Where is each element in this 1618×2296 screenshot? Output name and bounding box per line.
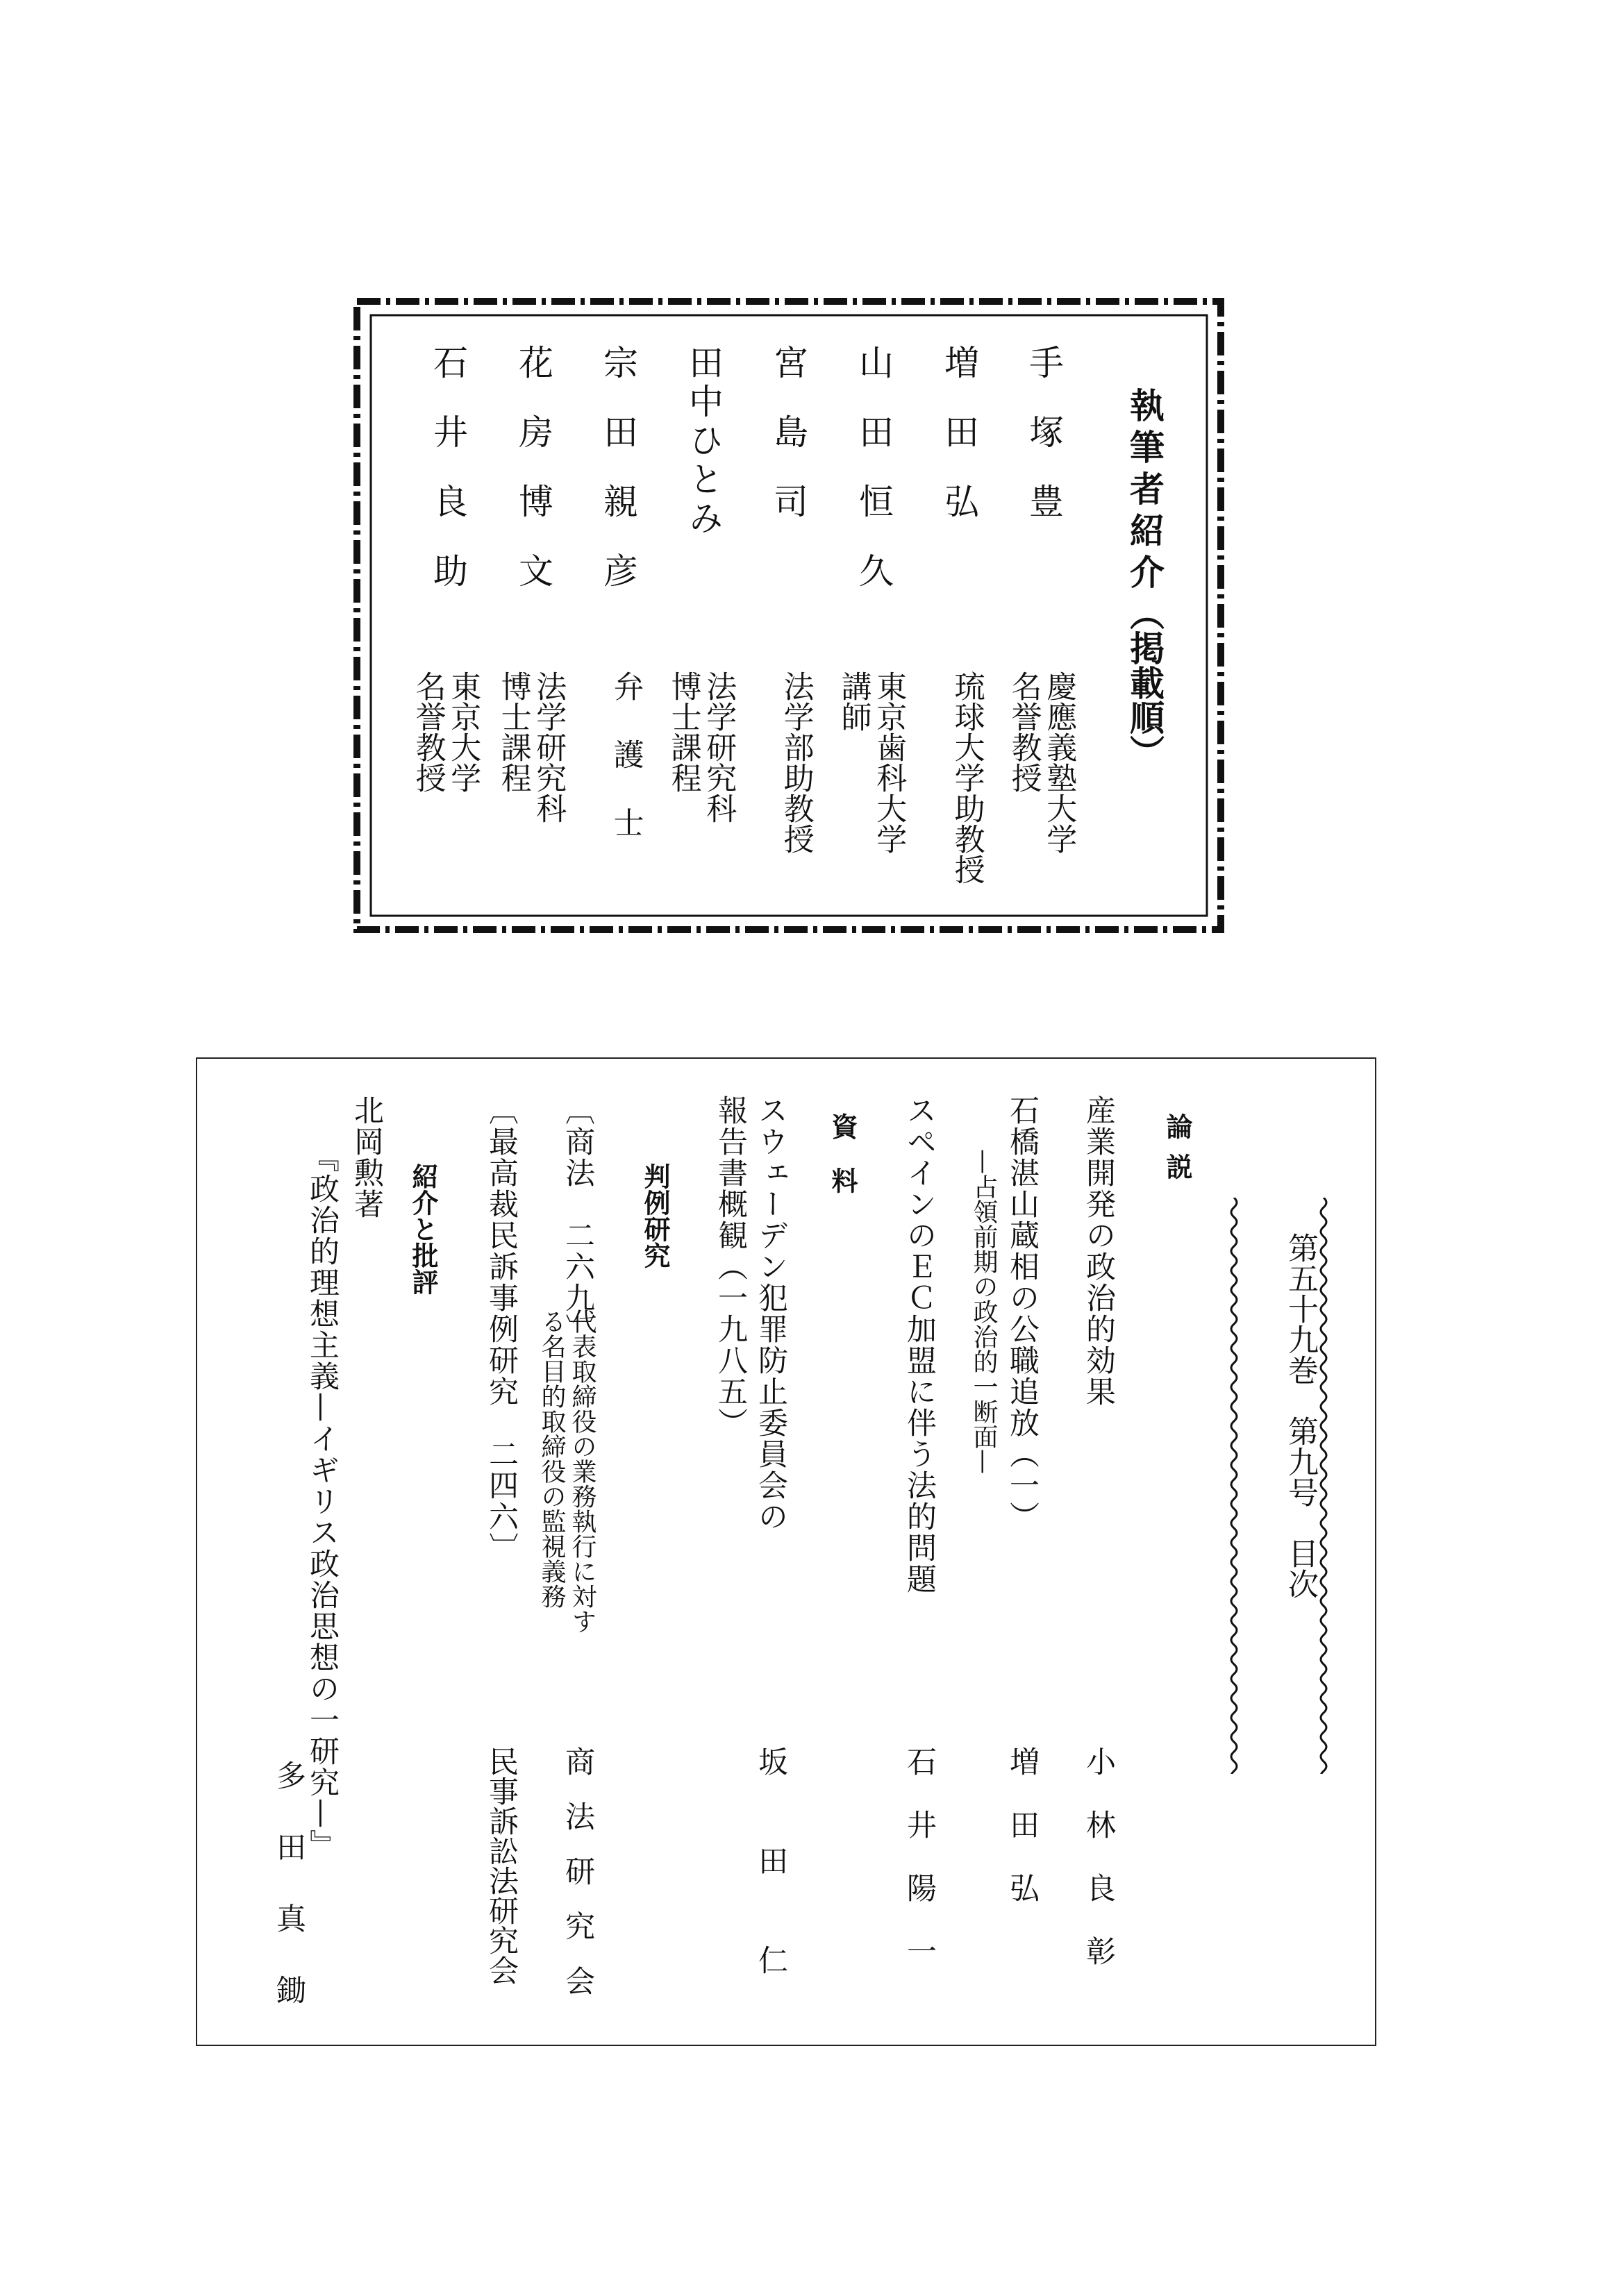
article-author: 石井陽一 [902,1746,937,1999]
section-heading: 資料 [827,1113,858,1221]
article-author: 民事訴訟法研究会 [484,1746,519,1985]
wavy-border-left [1227,1198,1241,1774]
toc-title: 第五十九巻 第九号 目次 [1283,1232,1318,1599]
book-title: 『政治的理想主義—イギリス政治思想の一研究—』 [305,1142,340,1861]
wavy-border-right [1317,1198,1331,1774]
author-affiliation: 琉球大学助教授 [949,671,985,885]
article-author: 増田弘 [1005,1746,1040,1936]
article-subtitle: る名目的取締役の監視義務 [537,1309,566,1609]
author-affiliation: 東京歯科大学 講師 [835,671,907,854]
author-affiliation: 弁護士 [608,671,644,875]
article-title: 〔最高裁民訴事例研究 二四六〕 [484,1095,519,1564]
author-name: 花房博文 [513,344,553,622]
author-affiliation: 慶應義塾大学 名誉教授 [1006,671,1077,854]
author-name: 宮島司 [768,344,808,553]
article-subtitle: —占領前期の政治的一断面— [969,1149,998,1474]
article-author: 多田真鋤 [272,1760,306,2046]
section-heading: 判例研究 [640,1163,671,1268]
author-name: 田中ひとみ [683,344,724,539]
author-name: 石井良助 [428,344,468,622]
section-heading: 論説 [1162,1113,1193,1193]
article-author: 坂田仁 [753,1746,788,2044]
author-name: 増田弘 [939,344,979,553]
author-affiliation: 法学研究科 博士課程 [495,671,567,823]
book-author: 北岡勲著 [349,1095,384,1220]
author-name: 宗田親彦 [598,344,638,622]
table-of-contents [196,1057,1376,2046]
article-author: 小林良彰 [1081,1746,1116,1999]
article-subtitle: 代表取締役の業務執行に対す [568,1309,597,1634]
author-name: 手塚豊 [1024,344,1064,553]
author-name: 山田恒久 [853,344,894,622]
section-heading: 紹介と批評 [408,1163,439,1295]
article-title: 報告書概観（一九八五） [713,1095,748,1439]
article-title: スペインのＥＣ加盟に伴う法的問題 [902,1095,937,1595]
article-title: 石橋湛山蔵相の公職追放（一） [1005,1095,1040,1532]
authors-box [353,297,1225,934]
author-affiliation: 法学部助教授 [778,671,814,854]
authors-heading: 執筆者紹介（掲載順） [1124,387,1165,769]
article-title: 〔商法 二六九〕 [560,1095,595,1345]
article-author: 商法研究会 [560,1746,595,2020]
article-title: 産業開発の政治的効果 [1081,1095,1116,1407]
article-title: スウェーデン犯罪防止委員会の [753,1095,788,1532]
author-affiliation: 法学研究科 博士課程 [665,671,737,823]
author-affiliation: 東京大学 名誉教授 [410,671,481,793]
